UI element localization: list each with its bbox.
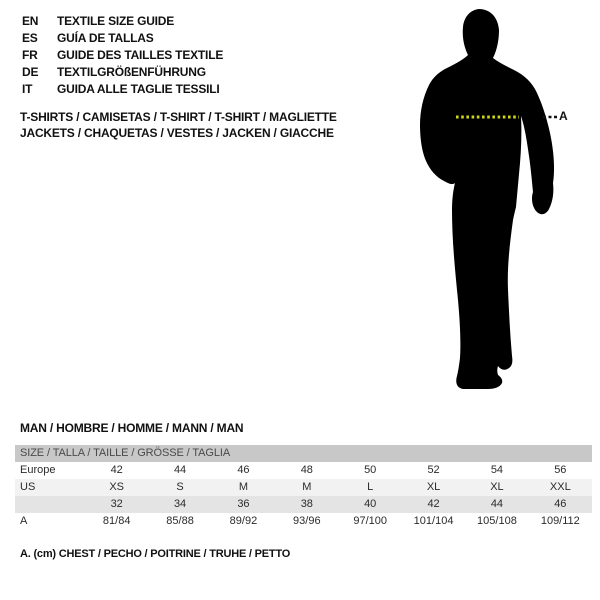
table-cell: 81/84 <box>102 515 131 527</box>
table-cell: 38 <box>300 498 313 510</box>
table-row-us-numeric <box>15 496 592 513</box>
guide-title: GUIDE DES TAILLES TEXTILE <box>57 48 224 62</box>
table-cell: 44 <box>173 464 187 476</box>
language-code: FR <box>22 48 38 62</box>
table-cell: 56 <box>554 464 567 476</box>
language-code: DE <box>22 65 39 79</box>
table-cell: 52 <box>427 464 440 476</box>
table-cell: 101/104 <box>413 515 454 527</box>
table-cell: 50 <box>364 464 377 476</box>
garment-line-tshirts: T-SHIRTS / CAMISETAS / T-SHIRT / T-SHIRT / MAGLIETTE <box>20 110 337 124</box>
table-cell: 54 <box>490 464 504 476</box>
table-row-chest-a <box>15 513 592 530</box>
guide-title: GUÍA DE TALLAS <box>57 31 154 45</box>
row-label <box>15 496 85 513</box>
table-cell: 48 <box>300 464 313 476</box>
table-cell: XL <box>426 481 441 493</box>
size-table-header: SIZE / TALLA / TAILLE / GRÖSSE / TAGLIA <box>15 445 592 462</box>
table-row-us <box>15 479 592 496</box>
guide-title: TEXTILE SIZE GUIDE <box>57 14 175 28</box>
guide-title: TEXTILGRÖßENFÜHRUNG <box>57 65 206 79</box>
language-code: ES <box>22 31 38 45</box>
table-cell: XL <box>490 481 504 493</box>
table-cell: M <box>238 481 249 493</box>
table-cell: 36 <box>237 498 250 510</box>
table-cell: 89/92 <box>229 515 258 527</box>
row-label: Europe <box>20 464 56 476</box>
garment-line-jackets: JACKETS / CHAQUETAS / VESTES / JACKEN / GIACCHE <box>20 126 334 140</box>
measurement-footnote: A. (cm) CHEST / PECHO / POITRINE / TRUHE / PETTO <box>20 548 291 560</box>
table-cell: XXL <box>549 481 571 493</box>
table-cell: 32 <box>110 498 123 510</box>
row-label: A <box>20 515 28 527</box>
table-cell: XS <box>109 481 125 493</box>
table-cell: 93/96 <box>293 515 321 527</box>
table-row-europe <box>15 462 592 479</box>
table-cell: 34 <box>173 498 187 510</box>
table-cell: S <box>176 481 184 493</box>
table-cell: 44 <box>490 498 504 510</box>
table-cell: 42 <box>427 498 440 510</box>
table-cell: 42 <box>110 464 123 476</box>
man-silhouette <box>420 9 554 389</box>
table-cell: 46 <box>554 498 567 510</box>
section-title: MAN / HOMBRE / HOMME / MANN / MAN <box>20 421 244 435</box>
size-table <box>15 445 592 530</box>
table-cell: 85/88 <box>166 515 194 527</box>
table-cell: 105/108 <box>477 515 517 527</box>
row-label: US <box>20 481 36 493</box>
language-code: EN <box>22 14 39 28</box>
table-cell: L <box>367 481 374 493</box>
guide-title: GUIDA ALLE TAGLIE TESSILI <box>57 82 220 96</box>
table-cell: M <box>302 481 312 493</box>
table-cell: 97/100 <box>353 515 388 527</box>
table-cell: 109/112 <box>540 515 580 527</box>
measurement-label-a: A <box>559 109 568 123</box>
table-cell: 46 <box>237 464 250 476</box>
language-code: IT <box>22 82 33 96</box>
table-cell: 40 <box>364 498 377 510</box>
